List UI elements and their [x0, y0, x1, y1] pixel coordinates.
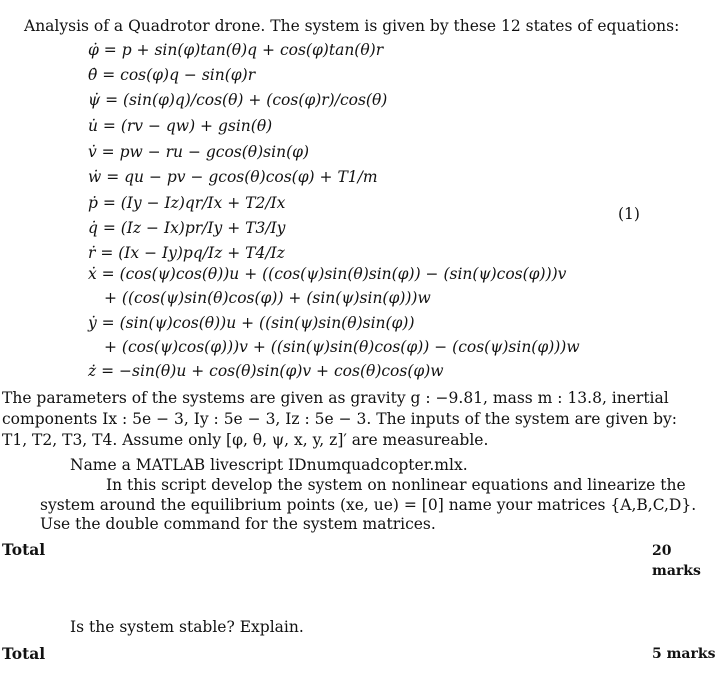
equation-phi-dot: φ̇ = p + sin(φ)tan(θ)q + cos(φ)tan(θ)r — [88, 41, 384, 59]
equation-x-dot: ẋ = (cos(ψ)cos(θ))u + ((cos(ψ)sin(θ)sin(φ)) − (sin(ψ)cos(φ)))v — [88, 265, 567, 283]
equation-q-dot: q̇ = (Iz − Ix)pr/Iy + T3/Iy — [88, 219, 286, 237]
intro-text: Analysis of a Quadrotor drone. The system is given by these 12 states of equations: — [24, 17, 680, 35]
task1-line-3: system around the equilibrium points (xe, ue) = [0] name your matrices {A,B,C,D}. — [40, 496, 697, 514]
params-line-3: T1, T2, T3, T4. Assume only [φ, θ, ψ, x, y, z]′ are measureable. — [2, 431, 489, 449]
equation-u-dot: u̇ = (rv − qw) + gsin(θ) — [88, 117, 273, 135]
equation-psi-dot: ψ̇ = (sin(φ)q)/cos(θ) + (cos(φ)r)/cos(θ) — [88, 91, 388, 109]
equation-r-dot: ṙ = (Ix − Iy)pq/Iz + T4/Iz — [88, 244, 285, 262]
task2-text: Is the system stable? Explain. — [70, 618, 304, 636]
parameters-paragraph — [2, 388, 677, 451]
params-line-2: components Ix : 5e − 3, Iy : 5e − 3, Iz : 5e − 3. The inputs of the system are given by: — [2, 410, 677, 428]
marks1 — [652, 541, 701, 581]
marks2: 5 marks — [652, 646, 716, 662]
equation-x-dot-cont: + ((cos(ψ)sin(θ)cos(φ)) + (sin(ψ)sin(φ)))w — [104, 289, 431, 307]
params-line-1: The parameters of the systems are given as gravity g : −9.81, mass m : 13.8, inertial — [2, 389, 669, 407]
task1-line-1: Name a MATLAB livescript IDnumquadcopter.mlx. — [70, 456, 468, 474]
marks1-value: 20 — [652, 543, 672, 559]
marks1-unit: marks — [652, 563, 701, 579]
total2-label: Total — [2, 644, 46, 663]
task1-line-4: Use the double command for the system matrices. — [40, 515, 436, 533]
equation-z-dot: ż = −sin(θ)u + cos(θ)sin(φ)v + cos(θ)cos(φ)w — [88, 362, 444, 380]
equation-number: (1) — [618, 205, 640, 223]
equation-y-dot-cont: + (cos(ψ)cos(φ)))v + ((sin(ψ)sin(θ)cos(φ)) − (cos(ψ)sin(φ)))w — [104, 338, 580, 356]
equation-y-dot: ẏ = (sin(ψ)cos(θ))u + ((sin(ψ)sin(θ)sin(φ)) — [88, 314, 415, 332]
equation-p-dot: ṗ = (Iy − Iz)qr/Ix + T2/Ix — [88, 194, 286, 212]
total1-label: Total — [2, 540, 46, 559]
equation-v-dot: v̇ = pw − ru − gcos(θ)sin(φ) — [88, 143, 310, 161]
equation-theta-dot: θ̇ = cos(φ)q − sin(φ)r — [88, 66, 256, 84]
equation-w-dot: ẇ = qu − pv − gcos(θ)cos(φ) + T1/m — [88, 168, 378, 186]
task1-line-2: In this script develop the system on nonlinear equations and linearize the — [106, 476, 686, 494]
